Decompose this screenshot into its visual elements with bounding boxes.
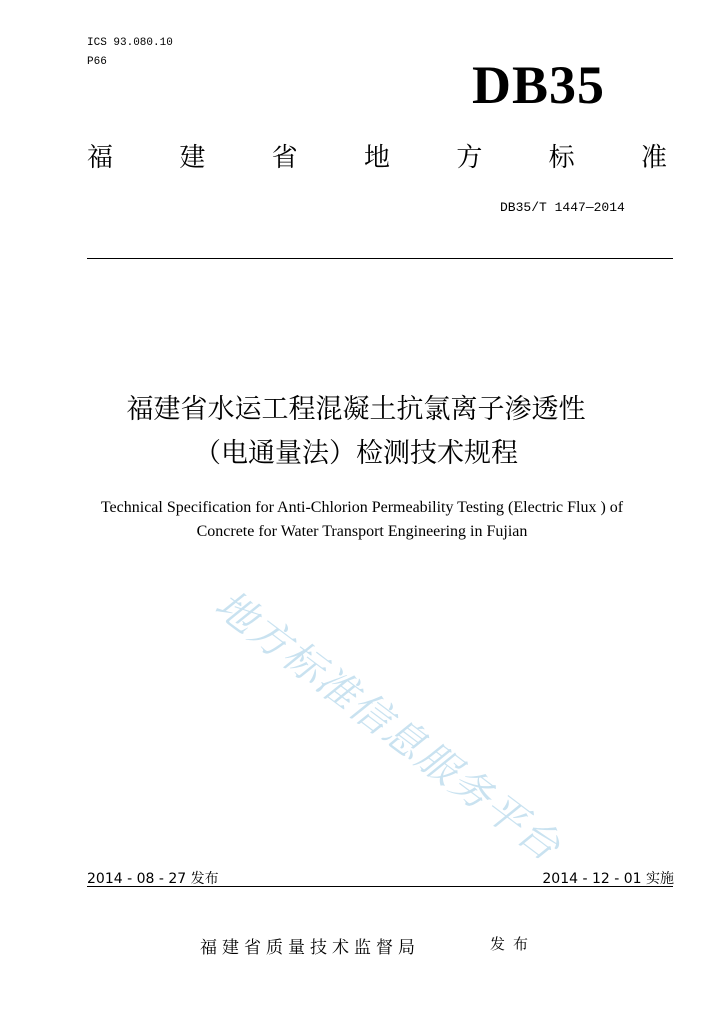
standard-type-char: 建 [179,143,206,173]
standard-type-title [87,140,667,176]
standard-type-char: 福 [87,143,114,173]
chinese-title-line-1: 福建省水运工程混凝土抗氯离子渗透性 [126,394,586,425]
top-divider [87,258,673,259]
english-title-line-1: Technical Specification for Anti-Chlorion Permeability Testing (Electric Flux ) of [100,499,624,516]
bottom-divider [87,886,673,887]
implement-date: 2014 - 12 - 01 实施 [542,871,674,887]
issue-label: 发布 [490,935,537,953]
issuing-authority: 福建省质量技术监督局 [200,938,420,958]
standard-type-char: 地 [363,143,390,173]
category-code: P66 [87,56,107,68]
english-title-line-2: Concrete for Water Transport Engineering in Fujian [196,523,528,540]
ics-code: ICS 93.080.10 [87,37,173,49]
watermark: 地方标准信息服务平台 [206,581,570,872]
publish-date: 2014 - 08 - 27 发布 [87,871,219,887]
chinese-title-line-2: （电通量法）检测技术规程 [194,438,518,469]
db35-logo: DB35 [472,55,606,115]
standard-number: DB35/T 1447—2014 [500,200,625,215]
standard-type-char: 准 [640,143,667,173]
standard-type-char: 标 [548,143,575,173]
standard-type-char: 省 [271,143,298,173]
standard-type-char: 方 [456,143,483,173]
